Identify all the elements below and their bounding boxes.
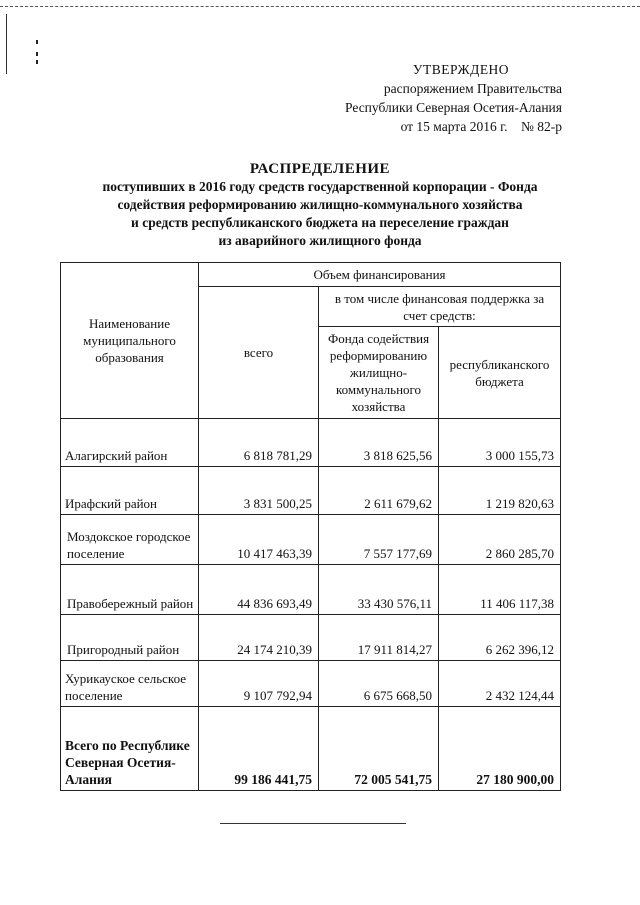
cell-republic: 6 262 396,12 [439, 615, 561, 661]
approval-line: Республики Северная Осетия-Алания [345, 100, 562, 115]
cell-fund: 3 818 625,56 [319, 419, 439, 467]
title-line: поступивших в 2016 году средств государственной корпорации - Фонда [102, 179, 538, 194]
cell-total: 6 818 781,29 [199, 419, 319, 467]
cell-fund: 7 557 177,69 [319, 515, 439, 565]
header-total: всего [199, 287, 319, 419]
header-fund: Фонда содействия реформированию жилищно-коммунального хозяйства [319, 327, 439, 419]
cell-name: Пригородный район [61, 615, 199, 661]
scan-edge-top [0, 6, 640, 7]
cell-name: Алагирский район [61, 419, 199, 467]
cell-fund: 6 675 668,50 [319, 661, 439, 707]
financing-table [60, 262, 561, 791]
cell-name: Ирафский район [61, 467, 199, 515]
approval-heading: УТВЕРЖДЕНО [412, 62, 510, 77]
cell-total: 44 836 693,49 [199, 565, 319, 615]
cell-fund: 33 430 576,11 [319, 565, 439, 615]
cell-total: 10 417 463,39 [199, 515, 319, 565]
approval-line: распоряжением Правительства [383, 81, 562, 96]
scan-edge-left [6, 14, 7, 74]
approval-line: от 15 марта 2016 г. № 82-р [400, 119, 562, 134]
cell-name: Правобережный район [61, 565, 199, 615]
footer-divider [220, 823, 406, 824]
header-name: Наименование муниципального образования [61, 263, 199, 419]
header-financing: Объем финансирования [199, 263, 561, 287]
cell-total-republic: 27 180 900,00 [439, 707, 561, 791]
cell-republic: 11 406 117,38 [439, 565, 561, 615]
header-support: в том числе финансовая поддержка за счет средств: [319, 287, 561, 327]
cell-fund: 2 611 679,62 [319, 467, 439, 515]
cell-republic: 2 432 124,44 [439, 661, 561, 707]
title-line: и средств республиканского бюджета на переселение граждан [131, 215, 509, 230]
cell-republic: 3 000 155,73 [439, 419, 561, 467]
cell-name: Моздокское городское поселение [61, 515, 199, 565]
cell-fund: 17 911 814,27 [319, 615, 439, 661]
cell-republic: 2 860 285,70 [439, 515, 561, 565]
cell-republic: 1 219 820,63 [439, 467, 561, 515]
cell-name: Хурикауское сельское поселение [61, 661, 199, 707]
scan-mark [36, 60, 38, 64]
cell-total: 24 174 210,39 [199, 615, 319, 661]
scan-mark [36, 40, 38, 44]
table-row [61, 661, 561, 707]
table-row [61, 515, 561, 565]
title-main: РАСПРЕДЕЛЕНИЕ [249, 161, 391, 177]
header-republic: республиканского бюджета [439, 327, 561, 419]
cell-total-name: Всего по Республике Северная Осетия-Алания [61, 707, 199, 791]
document-title [40, 160, 600, 250]
cell-total: 9 107 792,94 [199, 661, 319, 707]
table-total-row [61, 707, 561, 791]
table-row [61, 419, 561, 467]
cell-total-all: 99 186 441,75 [199, 707, 319, 791]
title-line: из аварийного жилищного фонда [218, 233, 422, 248]
table-row [61, 565, 561, 615]
scan-mark [36, 52, 38, 56]
table-row [61, 615, 561, 661]
approval-stamp [300, 60, 562, 136]
cell-total: 3 831 500,25 [199, 467, 319, 515]
table-row [61, 467, 561, 515]
cell-total-fund: 72 005 541,75 [319, 707, 439, 791]
title-line: содействия реформированию жилищно-коммунального хозяйства [117, 197, 523, 212]
